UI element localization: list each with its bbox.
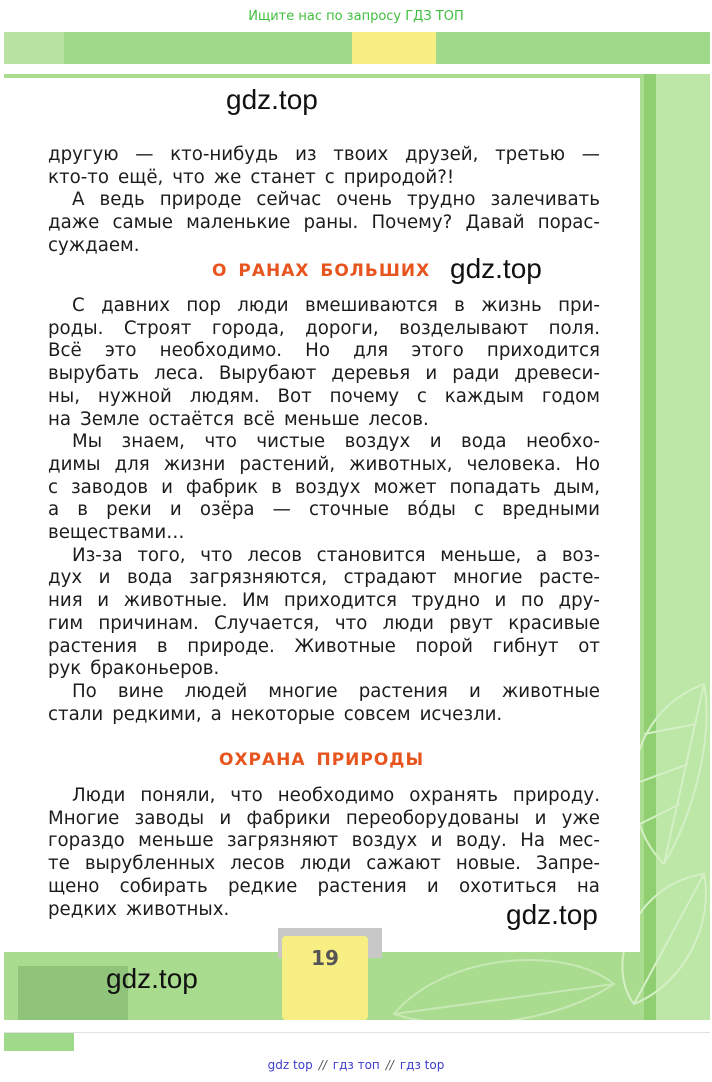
- watermark: gdz.top: [506, 899, 598, 930]
- text-line: [48, 454, 600, 477]
- word: природе.: [187, 635, 275, 657]
- text-line: [48, 295, 600, 318]
- word: и: [426, 875, 439, 897]
- text-line: [48, 876, 600, 899]
- word: что: [230, 785, 263, 806]
- word: людям.: [189, 385, 260, 407]
- word: что: [172, 166, 205, 188]
- word: воздух: [344, 431, 411, 453]
- word: трудно: [411, 590, 480, 612]
- word: в: [77, 499, 89, 521]
- word: это: [104, 340, 137, 362]
- word: необходимо.: [159, 340, 283, 362]
- word: возделывают: [399, 317, 529, 339]
- text-line: [48, 189, 600, 212]
- word: человека.: [466, 453, 562, 475]
- word: в: [271, 476, 282, 498]
- word: заводы: [134, 807, 205, 829]
- word: станет: [250, 166, 316, 188]
- word: по: [520, 590, 544, 612]
- text-line: [48, 545, 600, 568]
- word: и: [161, 476, 173, 498]
- section-heading-protection: ОХРАНА ПРИРОДЫ: [219, 750, 425, 770]
- word: дороги,: [305, 317, 379, 339]
- word: с: [473, 499, 484, 521]
- section-wounds-text: [48, 295, 600, 726]
- text-line: [48, 318, 600, 341]
- word: животных.: [125, 898, 230, 920]
- word: веществами…: [48, 522, 185, 544]
- word: поняли,: [140, 785, 216, 806]
- word: меньше: [138, 830, 214, 852]
- word: людей: [184, 680, 248, 702]
- word: кто-нибудь: [170, 144, 279, 165]
- word: Земле: [80, 408, 140, 430]
- previous-page-band: [4, 32, 64, 64]
- text-line: [48, 899, 600, 922]
- word: Всё: [48, 340, 82, 362]
- word: почему: [329, 385, 400, 407]
- word: в: [454, 295, 465, 316]
- word: того,: [137, 544, 186, 566]
- word: Но: [575, 453, 600, 475]
- word: щено: [48, 875, 100, 897]
- leaf-decoration-icon: [384, 944, 624, 1020]
- word: По: [72, 680, 97, 702]
- text-line: [48, 830, 600, 853]
- word: жизни: [163, 453, 226, 475]
- word: дух: [48, 567, 83, 589]
- footer-separator: //: [385, 1058, 394, 1072]
- word: и: [534, 807, 547, 829]
- word: лесов: [247, 544, 302, 566]
- word: становится: [316, 544, 426, 566]
- word: красивые: [508, 612, 600, 634]
- text-line: [48, 235, 600, 258]
- word: воду.: [455, 830, 507, 852]
- watermark: gdz.top: [106, 963, 198, 994]
- word: гим: [48, 612, 84, 634]
- word: во́ды: [407, 499, 456, 521]
- word: необхо-: [526, 431, 600, 453]
- word: Люди: [72, 785, 126, 806]
- word: редких: [48, 898, 117, 920]
- word: и: [425, 363, 438, 385]
- text-line: [48, 785, 600, 808]
- word: причинам.: [98, 612, 199, 634]
- watermark: gdz.top: [226, 84, 318, 115]
- word: браконьеров.: [90, 658, 220, 680]
- word: лесов: [230, 853, 285, 875]
- word: в: [156, 635, 168, 657]
- word: третью: [495, 144, 566, 165]
- word: же: [213, 166, 242, 188]
- text-line: [48, 212, 600, 235]
- word: Запре-: [536, 853, 600, 875]
- word: для: [114, 453, 150, 475]
- page-number: 19: [311, 946, 339, 970]
- word: деревья: [331, 363, 411, 385]
- word: вредными: [502, 499, 600, 521]
- word: вода: [461, 431, 507, 453]
- word: меньше,: [440, 544, 522, 566]
- word: и: [468, 680, 481, 702]
- word: переоборудованы: [345, 807, 520, 829]
- word: и: [219, 807, 232, 829]
- word: нужной: [97, 385, 172, 407]
- top-banner[interactable]: [0, 0, 712, 32]
- word: некоторые: [230, 703, 335, 725]
- text-line: [48, 808, 600, 831]
- word: что: [204, 431, 237, 453]
- text-line: [48, 431, 600, 454]
- word: с: [48, 476, 58, 498]
- word: мес-: [558, 830, 600, 852]
- word: Давай: [465, 212, 525, 234]
- word: вода: [127, 567, 173, 589]
- text-line: [48, 522, 600, 545]
- intro-paragraph: [48, 144, 600, 258]
- text-line: [48, 363, 600, 386]
- footer-link-gdz-top-ru[interactable]: гдз топ: [332, 1058, 380, 1072]
- page-number-box: [282, 936, 368, 1020]
- word: города,: [211, 317, 285, 339]
- word: уже: [561, 807, 600, 829]
- word: жизнь: [481, 295, 542, 316]
- word: на: [576, 875, 600, 897]
- footer-link-gdz-top[interactable]: gdz top: [267, 1058, 313, 1072]
- word: природу.: [512, 785, 600, 806]
- word: остаётся: [148, 408, 235, 430]
- word: а: [536, 544, 548, 566]
- next-page-strip: [4, 1032, 710, 1050]
- watermark: gdz.top: [450, 253, 542, 284]
- word: ещё,: [118, 166, 164, 188]
- text-line: [48, 590, 600, 613]
- word: поля.: [548, 317, 600, 339]
- text-line: [48, 658, 600, 681]
- word: многие: [268, 680, 338, 702]
- word: люди: [299, 853, 352, 875]
- word: гибнут: [492, 635, 559, 657]
- word: охранять: [409, 785, 498, 806]
- word: сточные: [308, 499, 389, 521]
- footer-links: [0, 1054, 712, 1076]
- word: и: [494, 590, 507, 612]
- word: знаем,: [121, 431, 185, 453]
- word: что: [200, 544, 233, 566]
- word: вырубленных: [84, 853, 216, 875]
- word: из: [295, 144, 317, 165]
- text-line: [48, 409, 600, 432]
- word: воздух: [351, 830, 418, 852]
- word: другую: [48, 144, 119, 165]
- word: ведь: [99, 189, 145, 211]
- word: меньше: [283, 408, 360, 430]
- word: порой: [415, 635, 473, 657]
- text-line: [48, 144, 600, 167]
- word: загрязняются,: [189, 567, 328, 589]
- word: дым,: [553, 476, 600, 498]
- word: Мы: [72, 431, 103, 453]
- word: —: [581, 144, 600, 165]
- word: Но: [305, 340, 330, 362]
- word: маленькие: [186, 212, 291, 234]
- word: Вырубают: [218, 363, 317, 385]
- word: чистые: [256, 431, 326, 453]
- word: и: [429, 431, 442, 453]
- word: воздух: [294, 476, 361, 498]
- word: порас-: [537, 212, 600, 234]
- word: На: [520, 830, 546, 852]
- word: приходится: [486, 340, 600, 362]
- word: самые: [112, 212, 173, 234]
- word: а: [48, 499, 60, 521]
- top-banner-text[interactable]: Ищите нас по запросу ГДЗ ТОП: [248, 8, 464, 24]
- word: страдают: [343, 567, 437, 589]
- word: вине: [117, 680, 164, 702]
- word: Многие: [48, 807, 120, 829]
- word: годом: [541, 385, 600, 407]
- word: растения: [48, 635, 138, 657]
- word: роды.: [48, 317, 104, 339]
- text-line: [48, 704, 600, 727]
- word: всё: [243, 408, 275, 430]
- word: животных,: [349, 453, 453, 475]
- word: Вот: [277, 385, 312, 407]
- word: растений,: [239, 453, 336, 475]
- word: попадать: [449, 476, 541, 498]
- word: —: [272, 499, 291, 521]
- word: от: [578, 635, 600, 657]
- word: фабрик: [185, 476, 259, 498]
- word: редкие: [227, 875, 298, 897]
- word: Животные: [294, 635, 396, 657]
- word: исчезли.: [419, 703, 503, 725]
- text-line: [48, 340, 600, 363]
- word: при-: [558, 295, 600, 316]
- word: Им: [242, 590, 270, 612]
- word: лесов.: [368, 408, 429, 430]
- word: леса.: [154, 363, 204, 385]
- word: растения: [317, 875, 407, 897]
- text-line: [48, 477, 600, 500]
- text-line: [48, 499, 600, 522]
- word: сейчас: [256, 189, 322, 211]
- text-line: [48, 853, 600, 876]
- word: реки: [106, 499, 152, 521]
- word: ны,: [48, 385, 81, 407]
- text-line: [48, 386, 600, 409]
- word: Случается,: [214, 612, 320, 634]
- word: может: [373, 476, 437, 498]
- word: животные: [501, 680, 600, 702]
- word: Строят: [123, 317, 192, 339]
- footer-separator: //: [318, 1058, 327, 1072]
- word: природой?!: [343, 166, 455, 188]
- word: вырубать: [48, 363, 140, 385]
- word: и: [169, 499, 182, 521]
- word: залечивать: [490, 189, 600, 211]
- word: совсем: [343, 703, 411, 725]
- word: даже: [48, 212, 100, 234]
- word: необходимо: [277, 785, 395, 806]
- word: воз-: [561, 544, 600, 566]
- word: рук: [48, 658, 82, 680]
- word: с: [324, 166, 335, 188]
- word: пор: [186, 295, 221, 316]
- word: этого: [411, 340, 464, 362]
- word: ради: [452, 363, 500, 385]
- word: расте-: [538, 567, 600, 589]
- word: заводов: [70, 476, 149, 498]
- word: многие: [453, 567, 523, 589]
- word: древеси-: [514, 363, 600, 385]
- word: с: [416, 385, 427, 407]
- word: очень: [336, 189, 393, 211]
- text-line: [48, 567, 600, 590]
- word: давних: [101, 295, 170, 316]
- word: и: [97, 590, 110, 612]
- word: сажают: [366, 853, 441, 875]
- text-line: [48, 681, 600, 704]
- word: охотиться: [458, 875, 557, 897]
- text-line: [48, 613, 600, 636]
- word: раны.: [303, 212, 359, 234]
- previous-page-number-tab: [352, 32, 436, 64]
- word: люди: [382, 612, 434, 634]
- section-heading-wounds: О РАНАХ БОЛЬШИХ: [212, 261, 431, 281]
- word: каждым: [444, 385, 524, 407]
- word: рвут: [449, 612, 493, 634]
- word: кто-то: [48, 166, 109, 188]
- word: и: [430, 830, 443, 852]
- word: природе: [159, 189, 242, 211]
- word: —: [135, 144, 154, 165]
- word: твоих: [333, 144, 389, 165]
- word: те: [48, 853, 70, 875]
- word: дру-: [558, 590, 600, 612]
- word: трудно: [407, 189, 476, 211]
- word: суждаем.: [48, 234, 140, 256]
- word: С: [72, 295, 85, 316]
- word: люди: [237, 295, 289, 316]
- word: что: [334, 612, 368, 634]
- text-line: [48, 636, 600, 659]
- word: друзей,: [405, 144, 479, 165]
- word: собирать: [119, 875, 208, 897]
- footer-link-gdz-top-mixed[interactable]: гдз top: [399, 1058, 445, 1072]
- word: приходится: [283, 590, 397, 612]
- next-page-tab: [4, 1033, 74, 1051]
- word: и: [98, 567, 111, 589]
- word: А: [72, 189, 85, 211]
- word: ния: [48, 590, 83, 612]
- word: Почему?: [371, 212, 453, 234]
- word: на: [48, 408, 72, 430]
- word: вмешиваются: [304, 295, 438, 316]
- word: для: [353, 340, 389, 362]
- word: загрязняют: [226, 830, 339, 852]
- word: растения: [358, 680, 448, 702]
- word: новые.: [455, 853, 521, 875]
- section-protection-text: [48, 785, 600, 921]
- word: димы: [48, 453, 101, 475]
- word: а: [210, 703, 222, 725]
- previous-page-strip: [4, 32, 710, 64]
- word: фабрики: [246, 807, 331, 829]
- text-line: [48, 167, 600, 190]
- word: редкими,: [112, 703, 202, 725]
- word: гораздо: [48, 830, 125, 852]
- word: озёра: [199, 499, 255, 521]
- word: животные.: [123, 590, 228, 612]
- word: стали: [48, 703, 104, 725]
- word: Из-за: [72, 544, 123, 566]
